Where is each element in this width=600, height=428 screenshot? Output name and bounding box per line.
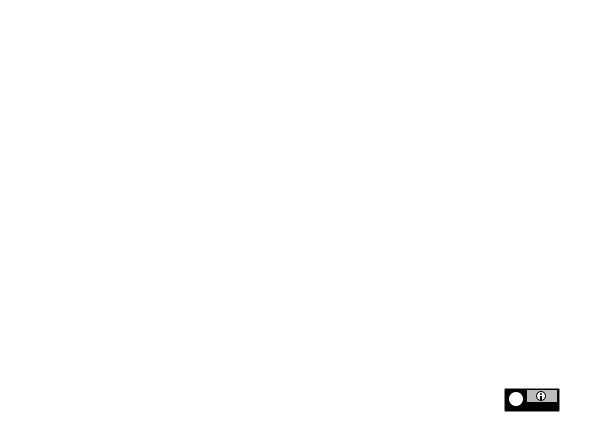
- cc-logo-icon: [508, 391, 524, 407]
- person-icon-area: [527, 390, 557, 402]
- cc-by-license-badge[interactable]: [504, 388, 560, 412]
- person-icon: [536, 391, 546, 401]
- citation-caption: [8, 330, 528, 384]
